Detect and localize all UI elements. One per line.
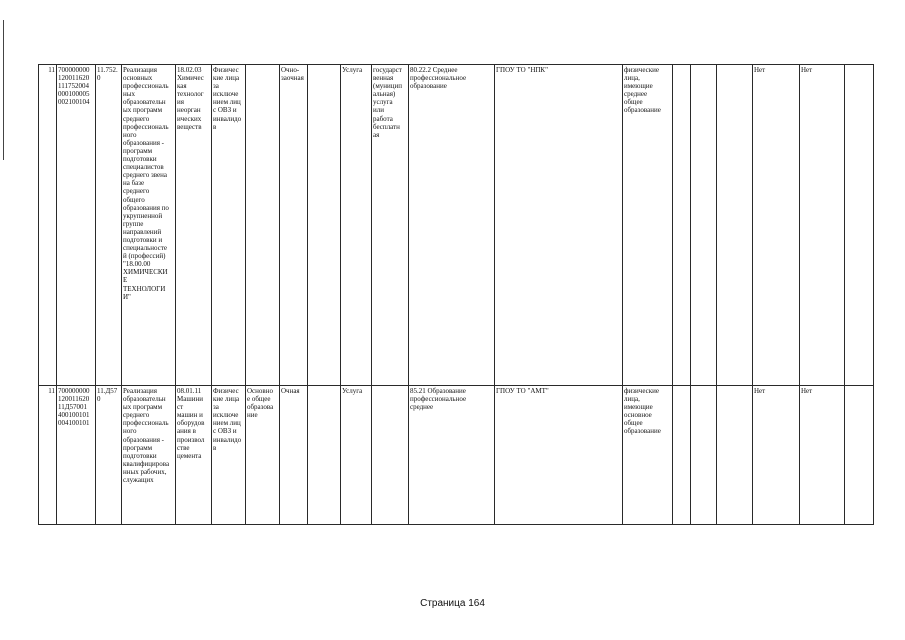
specialty: 08.01.11 Машини ст машин и оборудов ания в произвол стве цемента: [176, 386, 212, 525]
flag-cell: Нет: [753, 386, 800, 525]
institution: ГПОУ ТО "НПК": [495, 65, 623, 386]
table-row: [39, 65, 874, 386]
flag-cell: Нет: [753, 65, 800, 386]
flag-cell: Нет: [800, 386, 845, 525]
registry-code: 700000000 120011620 11Д57001 400100101 004100101: [57, 386, 96, 525]
empty-cell: [308, 65, 341, 386]
empty-cell: [308, 386, 341, 525]
education-level: [246, 65, 280, 386]
institution: ГПОУ ТО "АМТ": [495, 386, 623, 525]
row-number: 11: [39, 386, 57, 525]
consumer-category: Физичес кие лица за исключе нием лиц с ОВЗ и инвалидо в: [212, 65, 246, 386]
empty-cell: [717, 386, 753, 525]
registry-table: [38, 64, 874, 525]
empty-cell: [673, 386, 691, 525]
okved-code: 80.22.2 Среднее профессиональное образование: [409, 65, 495, 386]
table-row: [39, 386, 874, 525]
empty-cell: [845, 386, 874, 525]
service-name: Реализация образовательн ых программ среднего профессиональ ного образования - программ подготовки квалифицирова нных рабочих, служащих: [122, 386, 176, 525]
study-form: Очная: [280, 386, 308, 525]
empty-cell: [691, 386, 717, 525]
consumer-category: Физичес кие лица за исключе нием лиц с ОВЗ и инвалидо в: [212, 386, 246, 525]
service-status: государст венная (муницип альная) услуга или работа бесплатн ая: [372, 65, 409, 386]
row-number: 11: [39, 65, 57, 386]
left-margin-rule: [3, 20, 4, 160]
service-subcode: 11.Д57 0: [96, 386, 122, 525]
service-name: Реализация основных профессиональ ных образовательн ых программ среднего профессиональ ного образования - программ подготовки специалистов среднего звена на базе среднего общего образования по укрупненной группе направлений подготовки и специальносте й (профессий) "18.00.00 ХИМИЧЕСКИ Е ТЕХНОЛОГИ И": [122, 65, 176, 386]
empty-cell: [845, 65, 874, 386]
study-form: Очно- заочная: [280, 65, 308, 386]
registry-code: 700000000 120011620 111752004 000100005 002100104: [57, 65, 96, 386]
education-level: Основно е общее образова ние: [246, 386, 280, 525]
service-type: Услуга: [341, 386, 372, 525]
empty-cell: [717, 65, 753, 386]
specialty: 18.02.03 Химичес кая технолог ия неорган ических веществ: [176, 65, 212, 386]
empty-cell: [673, 65, 691, 386]
okved-code: 85.21 Образование профессиональное среднее: [409, 386, 495, 525]
service-status: [372, 386, 409, 525]
service-type: Услуга: [341, 65, 372, 386]
service-subcode: 11.752. 0: [96, 65, 122, 386]
page-number: Страница 164: [420, 598, 485, 609]
consumers: физические лица, имеющие основное общее образование: [623, 386, 673, 525]
empty-cell: [691, 65, 717, 386]
flag-cell: Нет: [800, 65, 845, 386]
consumers: физические лица, имеющие среднее общее образование: [623, 65, 673, 386]
